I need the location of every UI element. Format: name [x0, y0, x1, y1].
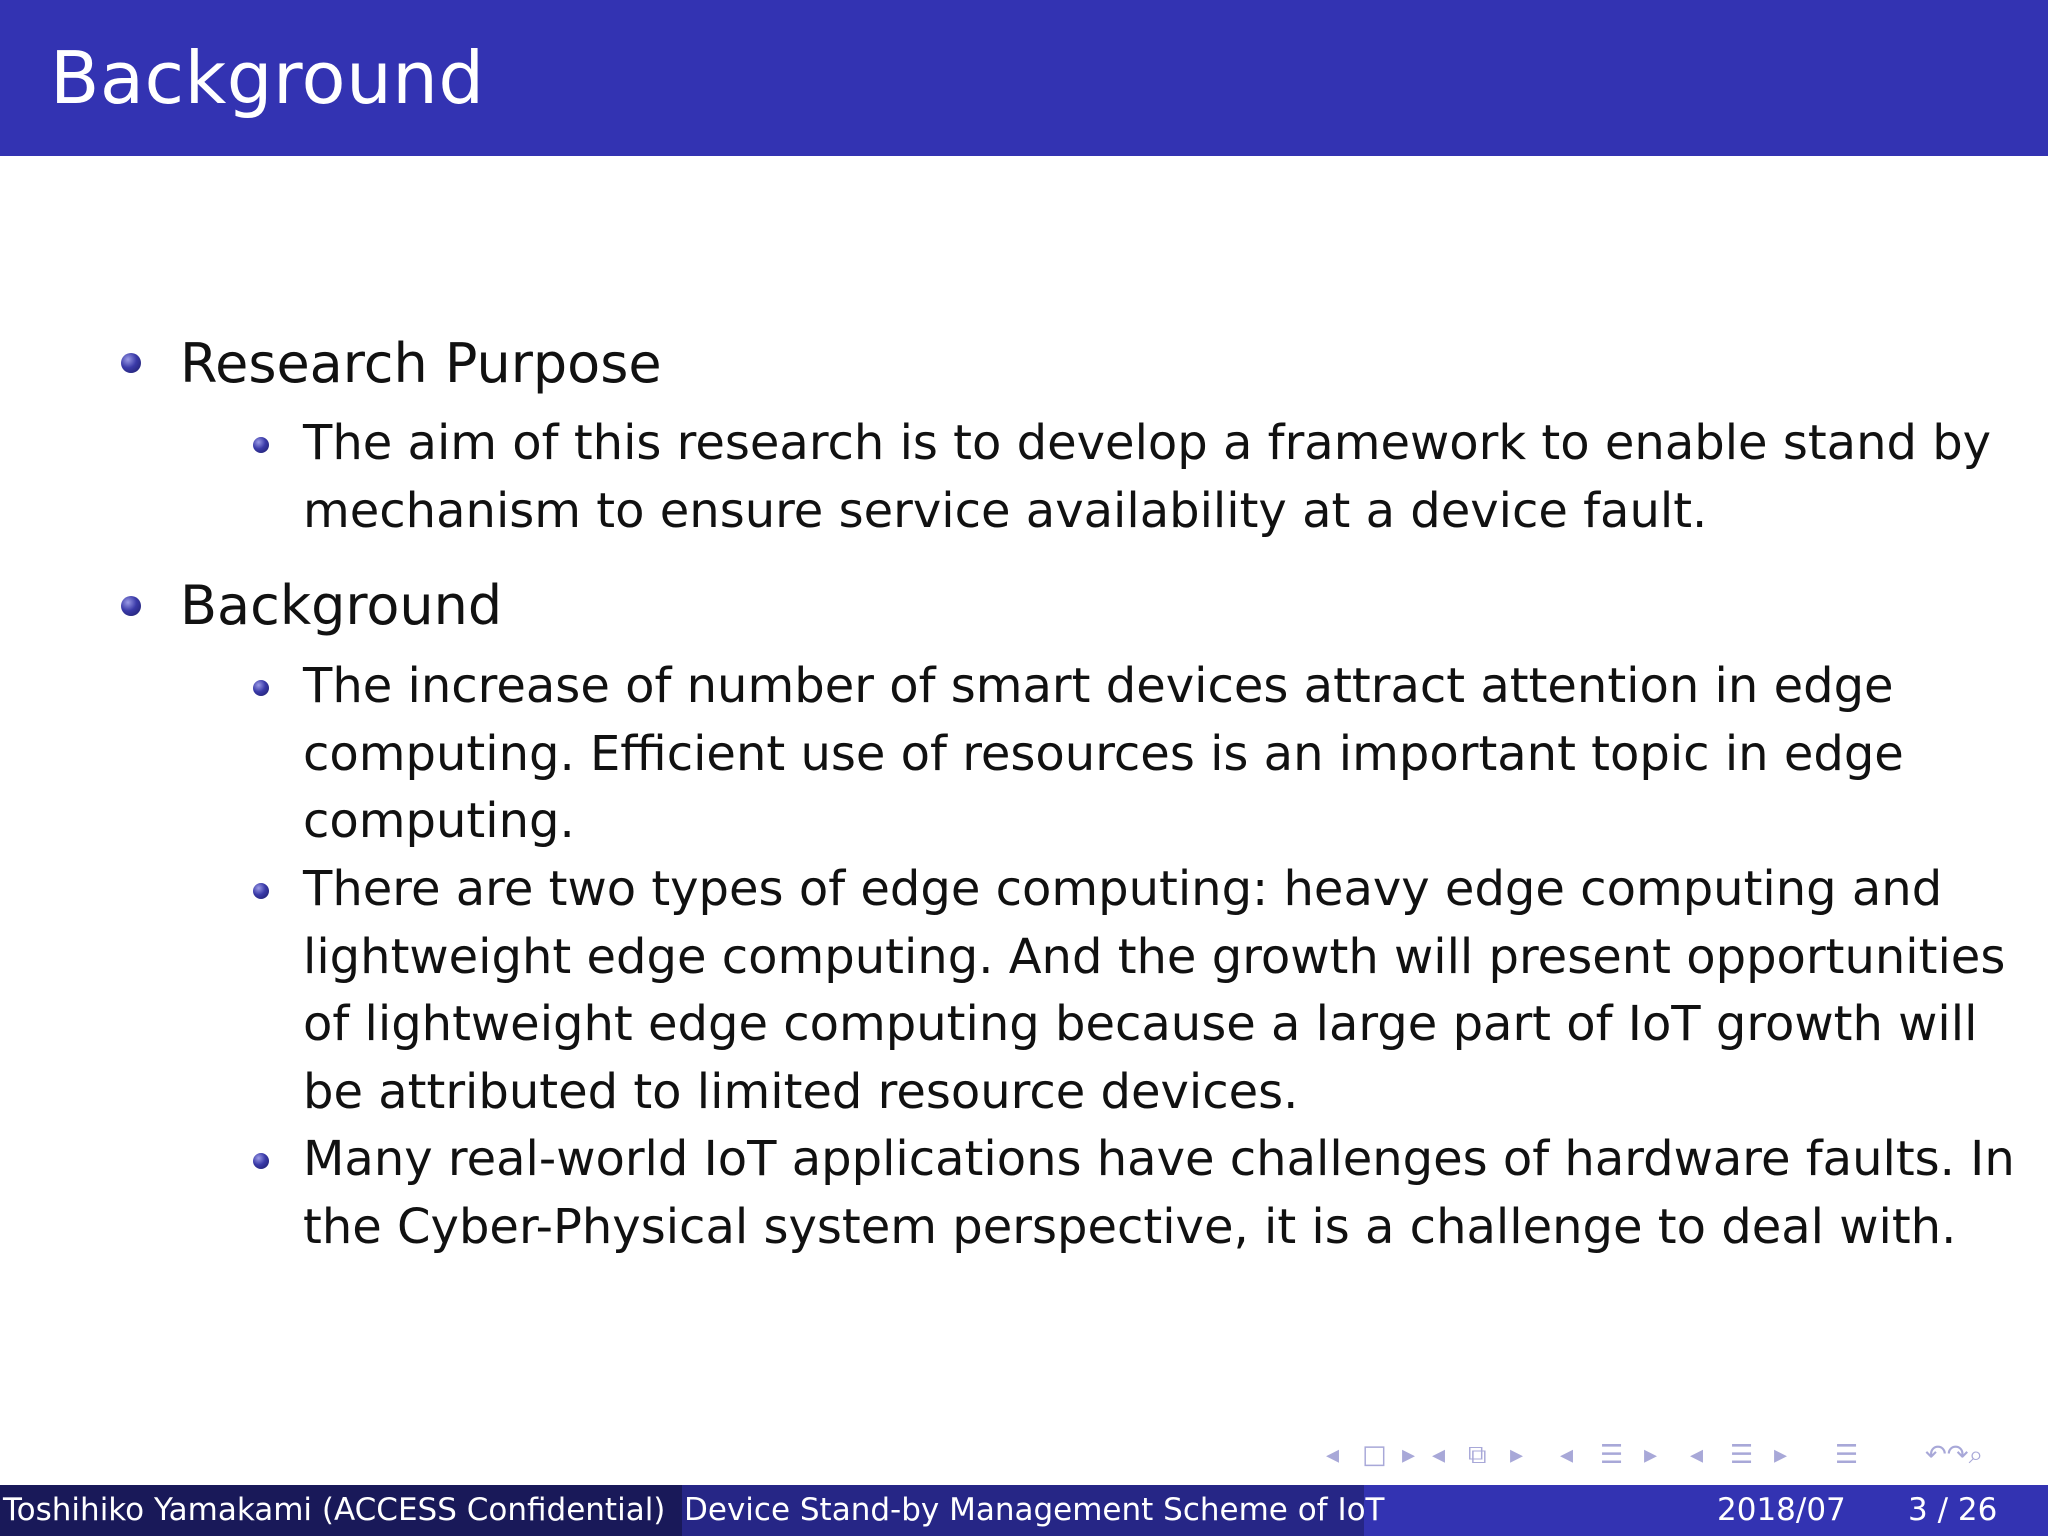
nav-frame-icon[interactable]: □: [1362, 1440, 1387, 1470]
text-line: mechanism to ensure service availability at a device fault.: [303, 482, 1708, 539]
bullet-icon: [121, 353, 141, 373]
list-item: [303, 1126, 2023, 1261]
list-item: [303, 856, 2023, 1126]
sub-bullet-icon: [253, 680, 269, 696]
nav-subsection-icon[interactable]: ⧉: [1468, 1440, 1487, 1470]
text-line: The aim of this research is to develop a framework to enable stand by: [303, 415, 1992, 471]
nav-section-icon[interactable]: ☰: [1600, 1440, 1624, 1470]
text-line: be attributed to limited resource devices.: [303, 1063, 1299, 1120]
nav-section-icon[interactable]: ☰: [1730, 1440, 1754, 1470]
sub-bullet-icon: [253, 437, 269, 453]
nav-prev-icon[interactable]: ◂: [1326, 1440, 1340, 1470]
text-line: The increase of number of smart devices attract attention in edge: [303, 658, 1894, 714]
nav-prev-icon[interactable]: ◂: [1690, 1440, 1704, 1470]
nav-prev-icon[interactable]: ◂: [1560, 1440, 1574, 1470]
slide-title: Background: [50, 36, 485, 120]
text-line: There are two types of edge computing: heavy edge computing and: [303, 861, 1943, 917]
nav-search-icon[interactable]: ↶↷⌕: [1925, 1440, 1984, 1470]
section-heading: Background: [180, 574, 503, 637]
footer-author: Toshihiko Yamakami (ACCESS Confidential): [3, 1492, 666, 1528]
footer-page-number: 3 / 26: [1908, 1492, 1998, 1528]
footer-date: 2018/07: [1717, 1492, 1846, 1528]
nav-doc-icon[interactable]: ☰: [1835, 1440, 1859, 1470]
text-line: the Cyber-Physical system perspective, it is a challenge to deal with.: [303, 1198, 1957, 1255]
section-heading: Research Purpose: [180, 332, 662, 395]
sub-bullet-icon: [253, 1153, 269, 1169]
list-item: [303, 653, 2023, 856]
sub-bullet-icon: [253, 883, 269, 899]
nav-next-icon[interactable]: ▸: [1774, 1440, 1788, 1470]
text-line: lightweight edge computing. And the growth will present opportunities: [303, 928, 2006, 985]
nav-next-icon[interactable]: ▸: [1402, 1440, 1416, 1470]
bullet-icon: [121, 596, 141, 616]
list-item: [303, 410, 2023, 545]
text-line: computing. Efficient use of resources is an important topic in edge: [303, 725, 1904, 782]
text-line: computing.: [303, 793, 575, 849]
text-line: of lightweight edge computing because a large part of IoT growth will: [303, 996, 1978, 1052]
footer: [0, 1485, 2048, 1536]
nav-next-icon[interactable]: ▸: [1644, 1440, 1658, 1470]
navigation-bar: [1320, 1438, 2040, 1472]
footer-title: Device Stand-by Management Scheme of IoT: [684, 1492, 1385, 1528]
nav-next-icon[interactable]: ▸: [1510, 1440, 1524, 1470]
text-line: Many real-world IoT applications have challenges of hardware faults. In: [303, 1131, 2015, 1187]
nav-prev-icon[interactable]: ◂: [1432, 1440, 1446, 1470]
title-bar: [0, 0, 2048, 156]
